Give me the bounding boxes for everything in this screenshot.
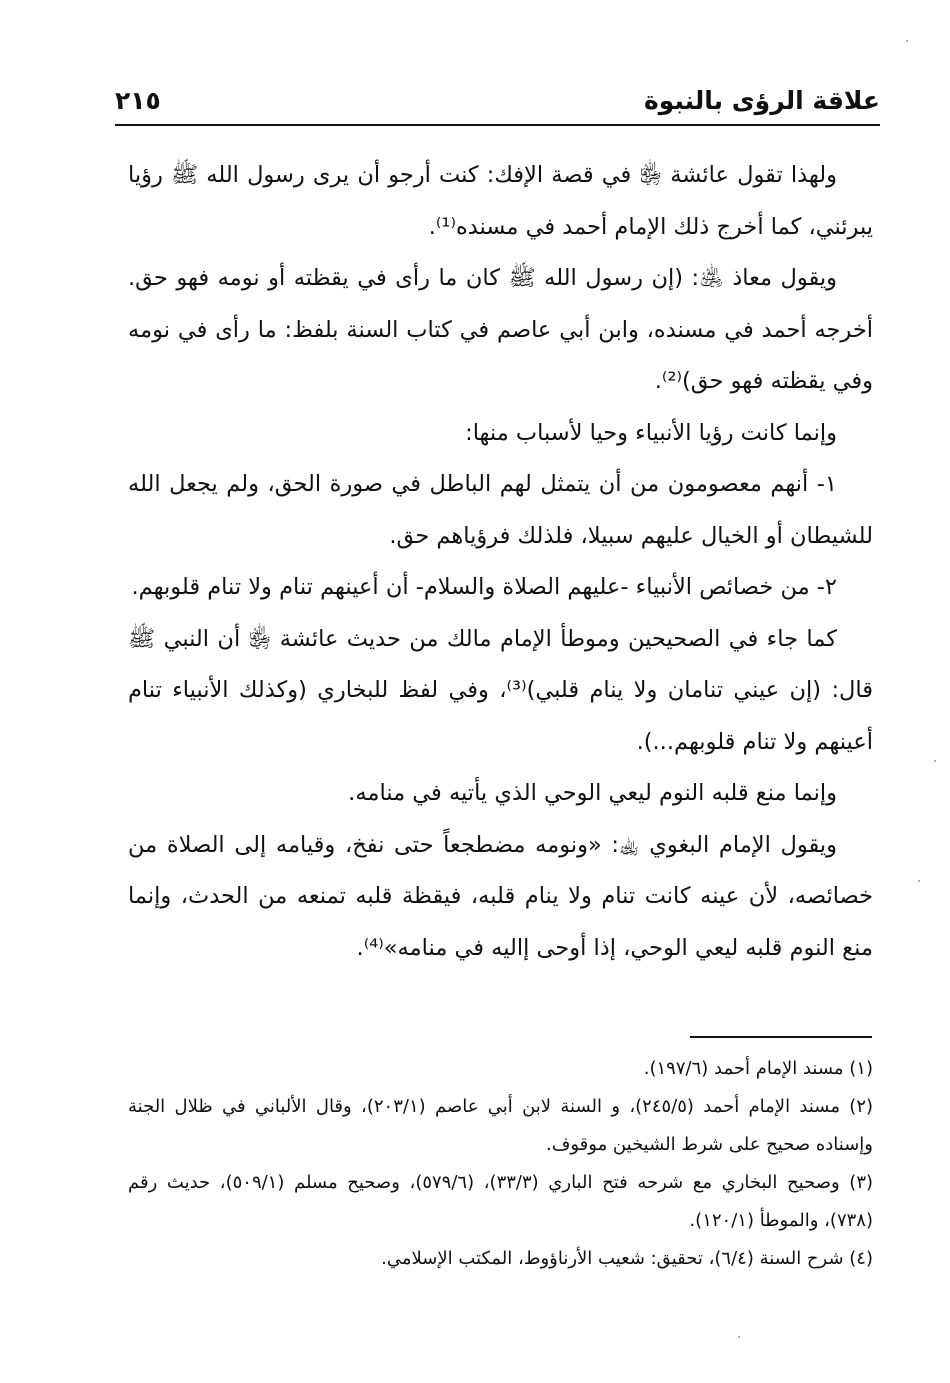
paragraph-reasons-intro: وإنما كانت رؤيا الأنبياء وحيا لأسباب منها: — [465, 419, 837, 446]
paragraph-muadh: ويقول معاذ ﵁: (إن رسول الله ﷺ كان ما رأى في يقظته أو نومه فهو حق. أخرجه أحمد في مسنده، وابن أبي عاصم في كتاب السنة بلفظ: ما رأى في نومه وفي يقظته فهو حق)⁽²⁾. — [128, 265, 873, 394]
paragraph-baghawi: ويقول الإمام البغوي ﵀: «ونومه مضطجعاً حتى نفخ، وقيامه إلى الصلاة من خصائصه، لأن عينه كانت تنام ولا ينام قلبه، فيقظة قلبه تمنعه من الحدث، وإنما منع النوم قلبه ليعي الوحي، إذا أوحى إاليه في منامه»⁽⁴⁾. — [128, 831, 873, 961]
footnote-4: (٤) شرح السنة (٦/٤)، تحقيق: شعيب الأرناؤوط، المكتب الإسلامي. — [381, 1248, 873, 1269]
main-text — [128, 150, 873, 974]
scan-speck — [918, 880, 920, 882]
page-header — [115, 82, 880, 122]
page-number: ٢١٥ — [115, 86, 161, 115]
scan-speck — [934, 760, 936, 762]
reason-item-2: ٢- من خصائص الأنبياء -عليهم الصلاة والسلام- أن أعينهم تنام ولا تنام قلوبهم. — [131, 574, 837, 600]
footnote-1: (١) مسند الإمام أحمد (١٩٧/٦). — [643, 1058, 873, 1079]
footnote-3: (٣) وصحيح البخاري مع شرحه فتح الباري (٣٣/٣)، (٥٧٩/٦)، وصحيح مسلم (٥٠٩/١)، حديث رقم (٧٣٨)، والموطأ (١٢٠/١). — [128, 1172, 874, 1231]
paragraph-heart-awake: وإنما منع قلبه النوم ليعي الوحي الذي يأتيه في منامه. — [348, 780, 837, 806]
reason-item-1: ١- أنهم معصومون من أن يتمثل لهم الباطل في صورة الحق، ولم يجعل الله للشيطان أو الخيال عليهم سبيلا، فلذلك فرؤياهم حق. — [128, 471, 873, 549]
footnote-2: (٢) مسند الإمام أحمد (٢٤٥/٥)، و السنة لابن أبي عاصم (٢٠٣/١)، وقال الألباني في ظلال الجنة وإسناده صحيح على شرط الشيخين موقوف. — [128, 1096, 874, 1155]
paragraph-sahihayn: كما جاء في الصحيحين وموطأ الإمام مالك من حديث عائشة ﵂ أن النبي ﷺ قال: (إن عيني تنامان ولا ينام قلبي)⁽³⁾، وفي لفظ للبخاري (وكذلك الأنبياء تنام أعينهم ولا تنام قلوبهم...). — [128, 625, 873, 755]
scan-speck — [906, 40, 908, 42]
footnote-divider — [690, 1036, 872, 1038]
scan-speck — [738, 1336, 740, 1338]
header-divider — [115, 124, 880, 126]
footnotes — [128, 1050, 873, 1278]
running-title: علاقة الرؤى بالنبوة — [644, 86, 880, 115]
paragraph-aisha-ifk: ولهذا تقول عائشة ﵂ في قصة الإفك: كنت أرجو أن يرى رسول الله ﷺ رؤيا يبرئني، كما أخرج ذلك الإمام أحمد في مسنده⁽¹⁾. — [128, 162, 873, 240]
